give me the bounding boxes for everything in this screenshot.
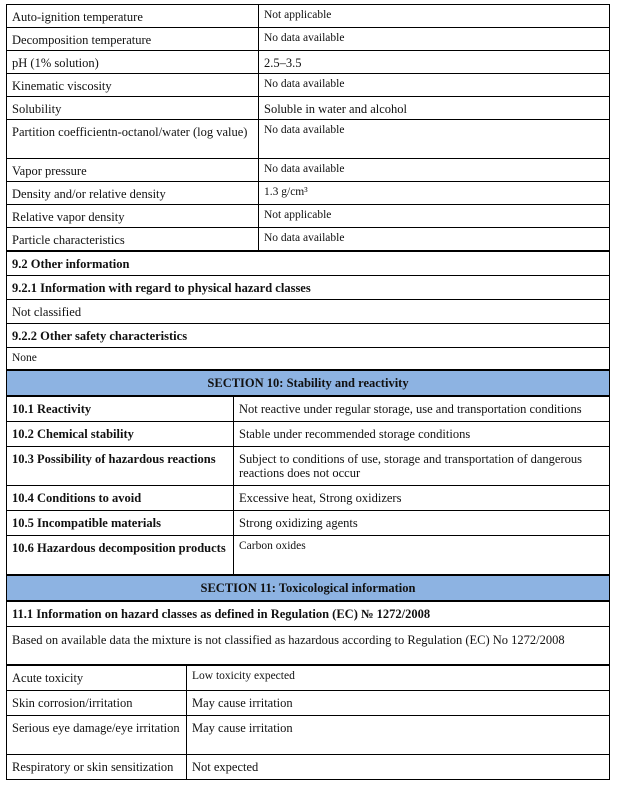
property-label: Particle characteristics xyxy=(7,228,259,251)
table-row xyxy=(7,716,610,755)
table-row xyxy=(7,486,610,511)
property-value: No data available xyxy=(259,120,610,159)
physical-properties-table xyxy=(6,4,610,251)
table-row xyxy=(7,397,610,422)
property-label: Auto-ignition temperature xyxy=(7,5,259,28)
physical-hazard-classes-value: Not classified xyxy=(7,300,610,324)
table-row xyxy=(7,120,610,159)
property-value: Soluble in water and alcohol xyxy=(259,97,610,120)
table-row xyxy=(7,228,610,251)
table-row xyxy=(7,5,610,28)
section-10-title: SECTION 10: Stability and reactivity xyxy=(7,371,610,396)
table-row xyxy=(7,755,610,780)
table-row xyxy=(7,28,610,51)
row-value: Not expected xyxy=(187,755,610,780)
row-value: Subject to conditions of use, storage and transportation of dangerous reactions does not occur xyxy=(234,447,610,486)
row-value: Excessive heat, Strong oxidizers xyxy=(234,486,610,511)
row-label: 10.6 Hazardous decomposition products xyxy=(7,536,234,575)
property-value: Not applicable xyxy=(259,5,610,28)
table-row xyxy=(7,159,610,182)
property-value: No data available xyxy=(259,159,610,182)
table-row xyxy=(7,536,610,575)
sds-document xyxy=(6,4,610,780)
table-row xyxy=(7,182,610,205)
physical-hazard-classes-heading: 9.2.1 Information with regard to physical hazard classes xyxy=(7,276,610,300)
row-value: Low toxicity expected xyxy=(187,666,610,691)
property-value: No data available xyxy=(259,228,610,251)
row-label: 10.4 Conditions to avoid xyxy=(7,486,234,511)
table-row xyxy=(7,97,610,120)
property-label: Solubility xyxy=(7,97,259,120)
property-value: 2.5–3.5 xyxy=(259,51,610,74)
row-label: Acute toxicity xyxy=(7,666,187,691)
property-label: Decomposition temperature xyxy=(7,28,259,51)
hazard-classes-heading: 11.1 Information on hazard classes as defined in Regulation (EC) № 1272/2008 xyxy=(7,602,610,627)
table-row xyxy=(7,691,610,716)
property-value: 1.3 g/cm³ xyxy=(259,182,610,205)
row-label: 10.1 Reactivity xyxy=(7,397,234,422)
row-value: Not reactive under regular storage, use and transportation conditions xyxy=(234,397,610,422)
table-row xyxy=(7,511,610,536)
property-value: No data available xyxy=(259,28,610,51)
table-row xyxy=(7,422,610,447)
row-label: 10.5 Incompatible materials xyxy=(7,511,234,536)
other-safety-characteristics-heading: 9.2.2 Other safety characteristics xyxy=(7,324,610,348)
row-label: Respiratory or skin sensitization xyxy=(7,755,187,780)
property-label: Partition coefficientn-octanol/water (log value) xyxy=(7,120,259,159)
hazard-classes-table xyxy=(6,601,610,665)
row-value: May cause irritation xyxy=(187,691,610,716)
row-label: 10.2 Chemical stability xyxy=(7,422,234,447)
row-value: Strong oxidizing agents xyxy=(234,511,610,536)
table-row xyxy=(7,205,610,228)
section-10-header xyxy=(6,370,610,396)
classification-note: Based on available data the mixture is not classified as hazardous according to Regulation (EC) No 1272/2008 xyxy=(7,627,610,665)
property-label: Vapor pressure xyxy=(7,159,259,182)
stability-reactivity-table xyxy=(6,396,610,575)
other-information-table xyxy=(6,251,610,370)
row-label: Skin corrosion/irritation xyxy=(7,691,187,716)
row-label: 10.3 Possibility of hazardous reactions xyxy=(7,447,234,486)
property-value: Not applicable xyxy=(259,205,610,228)
property-value: No data available xyxy=(259,74,610,97)
row-value: Stable under recommended storage conditions xyxy=(234,422,610,447)
other-safety-characteristics-value: None xyxy=(7,348,610,370)
table-row xyxy=(7,447,610,486)
property-label: pH (1% solution) xyxy=(7,51,259,74)
other-information-heading: 9.2 Other information xyxy=(7,252,610,276)
property-label: Density and/or relative density xyxy=(7,182,259,205)
row-value: May cause irritation xyxy=(187,716,610,755)
table-row xyxy=(7,74,610,97)
toxicological-table xyxy=(6,665,610,780)
row-value: Carbon oxides xyxy=(234,536,610,575)
table-row xyxy=(7,51,610,74)
property-label: Kinematic viscosity xyxy=(7,74,259,97)
property-label: Relative vapor density xyxy=(7,205,259,228)
section-11-header xyxy=(6,575,610,601)
table-row xyxy=(7,666,610,691)
section-11-title: SECTION 11: Toxicological information xyxy=(7,576,610,601)
row-label: Serious eye damage/eye irritation xyxy=(7,716,187,755)
